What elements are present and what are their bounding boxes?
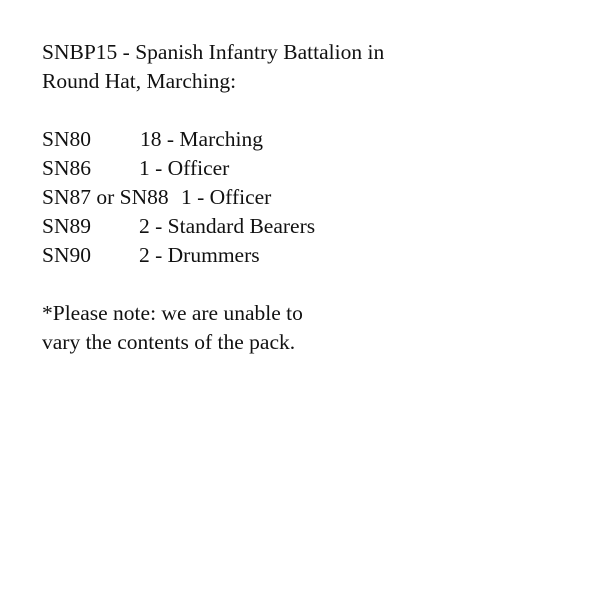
item-description: 2 - Drummers xyxy=(139,243,260,267)
pack-title xyxy=(42,38,582,96)
spacer xyxy=(42,96,582,125)
list-item xyxy=(42,241,582,270)
item-code: SN80 xyxy=(42,127,91,151)
list-item xyxy=(42,212,582,241)
list-item xyxy=(42,125,582,154)
pack-note xyxy=(42,299,582,357)
pack-contents-list xyxy=(42,125,582,270)
item-description: 1 - Officer xyxy=(139,156,230,180)
item-description: 2 - Standard Bearers xyxy=(139,214,316,238)
item-code: SN87 or SN88 xyxy=(42,185,169,209)
note-line-1: *Please note: we are unable to xyxy=(42,301,303,325)
item-code: SN86 xyxy=(42,156,91,180)
pack-description xyxy=(42,38,582,357)
note-line-2: vary the contents of the pack. xyxy=(42,330,296,354)
pack-title-line-1: SNBP15 - Spanish Infantry Battalion in xyxy=(42,40,385,64)
list-item xyxy=(42,183,582,212)
item-code: SN90 xyxy=(42,243,91,267)
item-description: 18 - Marching xyxy=(140,127,263,151)
spacer xyxy=(42,270,582,299)
list-item xyxy=(42,154,582,183)
pack-title-line-2: Round Hat, Marching: xyxy=(42,69,237,93)
item-description: 1 - Officer xyxy=(181,185,272,209)
item-code: SN89 xyxy=(42,214,91,238)
